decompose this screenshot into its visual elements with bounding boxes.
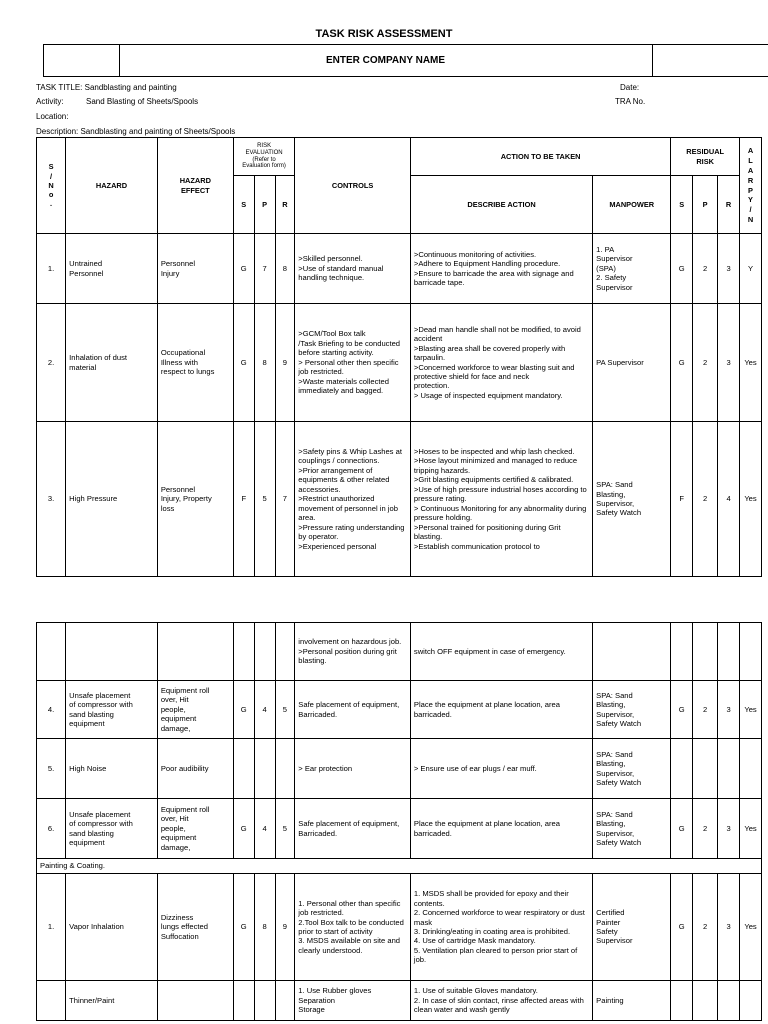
cell-hazard: High Noise xyxy=(66,739,158,799)
cell-sno: 1. xyxy=(37,234,66,304)
cell-rp: 2 xyxy=(693,799,718,859)
header-residual-risk: RESIDUAL RISK xyxy=(671,138,740,176)
cell-p: 4 xyxy=(254,681,275,739)
table-row xyxy=(37,304,762,422)
cell-sno xyxy=(37,981,66,1021)
cell-action: >Dead man handle shall not be modified, to avoid accident >Blasting area shall be covered properly with tarpaulin. >Concerned workforce to wear blasting suit and protective shield for face and neck protection. > Usage of inspected equipment mandatory. xyxy=(410,304,592,422)
cell-alarp: Yes xyxy=(740,681,762,739)
cell-controls: Safe placement of equipment, Barricaded. xyxy=(295,799,411,859)
cell-p xyxy=(254,739,275,799)
cell-alarp: Yes xyxy=(740,304,762,422)
cell-controls: >Skilled personnel. >Use of standard manual handling technique. xyxy=(295,234,411,304)
cell-p: 5 xyxy=(254,422,275,577)
header-action: ACTION TO BE TAKEN xyxy=(410,138,670,176)
cell-effect: Dizziness lungs effected Suffocation xyxy=(157,874,233,981)
cell-manpower: PA Supervisor xyxy=(593,304,671,422)
cell-p xyxy=(254,623,275,681)
header-sno: S / N o . xyxy=(37,138,66,234)
cell-p: 4 xyxy=(254,799,275,859)
cell-sno: 1. xyxy=(37,874,66,981)
cell-r: 9 xyxy=(275,874,295,981)
cell-p: 7 xyxy=(254,234,275,304)
cell-r xyxy=(275,623,295,681)
cell-action: 1. Use of suitable Gloves mandatory. 2. In case of skin contact, rinse affected areas with clean water and wash gently xyxy=(410,981,592,1021)
date-label: Date: xyxy=(620,83,640,92)
table-row xyxy=(37,623,762,681)
cell-effect: Personnel Injury xyxy=(157,234,233,304)
cell-rs: G xyxy=(671,799,693,859)
rows-page2-painting xyxy=(37,874,762,1021)
cell-s xyxy=(233,981,254,1021)
cell-manpower: SPA: Sand Blasting, Supervisor, Safety Watch xyxy=(593,681,671,739)
cell-sno: 3. xyxy=(37,422,66,577)
rows-page2 xyxy=(37,623,762,859)
description: Description: Sandblasting and painting of Sheets/Spools xyxy=(36,127,236,136)
cell-sno xyxy=(37,623,66,681)
cell-rp: 2 xyxy=(693,874,718,981)
cell-action: 1. MSDS shall be provided for epoxy and their contents. 2. Concerned workforce to wear respiratory or dust mask 3. Drinking/eating in coating area is prohibited. 4. Use of cartridge Mask mandatory. 5. Ventilation plan cleared to person prior start of job. xyxy=(410,874,592,981)
cell-action: >Continuous monitoring of activities. >Adhere to Equipment Handling procedure. >Ensure to barricade the area with signage and barricade tape. xyxy=(410,234,592,304)
cell-rr: 3 xyxy=(718,799,740,859)
cell-s: G xyxy=(233,234,254,304)
activity-label: Activity: xyxy=(36,97,64,106)
cell-rr xyxy=(718,623,740,681)
cell-rp xyxy=(693,981,718,1021)
rows-page1 xyxy=(37,234,762,577)
cell-rr: 3 xyxy=(718,874,740,981)
cell-rs xyxy=(671,981,693,1021)
cell-sno: 6. xyxy=(37,799,66,859)
cell-hazard: Unsafe placement of compressor with sand blasting equipment xyxy=(66,681,158,739)
cell-controls: >Safety pins & Whip Lashes at couplings / connections. >Prior arrangement of equipments & other related accessories. >Restrict unauthorized movement of personnel in job area. >Pressure rating understanding by operator. >Experienced personal xyxy=(295,422,411,577)
cell-s: G xyxy=(233,304,254,422)
cell-r xyxy=(275,739,295,799)
header-manpower: MANPOWER xyxy=(593,176,671,234)
cell-manpower xyxy=(593,623,671,681)
task-title: TASK TITLE: Sandblasting and painting xyxy=(36,83,177,92)
cell-p: 8 xyxy=(254,874,275,981)
table-row xyxy=(37,981,762,1021)
cell-rr: 3 xyxy=(718,304,740,422)
cell-rr: 3 xyxy=(718,234,740,304)
company-name-box xyxy=(43,44,768,77)
header-s: S xyxy=(233,176,254,234)
cell-s: G xyxy=(233,874,254,981)
cell-rs xyxy=(671,623,693,681)
cell-rr xyxy=(718,981,740,1021)
cell-hazard: High Pressure xyxy=(66,422,158,577)
cell-hazard: Inhalation of dust material xyxy=(66,304,158,422)
tra-no-label: TRA No. xyxy=(615,97,646,106)
cell-hazard xyxy=(66,623,158,681)
cell-rr xyxy=(718,739,740,799)
cell-p xyxy=(254,981,275,1021)
cell-p: 8 xyxy=(254,304,275,422)
cell-hazard: Thinner/Paint xyxy=(66,981,158,1021)
table-row xyxy=(37,422,762,577)
cell-effect: Poor audibility xyxy=(157,739,233,799)
cell-effect: Equipment roll over, Hit people, equipment damage, xyxy=(157,681,233,739)
cell-sno: 4. xyxy=(37,681,66,739)
cell-action: Place the equipment at plane location, area barricaded. xyxy=(410,681,592,739)
cell-rs: G xyxy=(671,304,693,422)
header-residual-p: P xyxy=(693,176,718,234)
cell-r: 5 xyxy=(275,799,295,859)
cell-sno: 2. xyxy=(37,304,66,422)
cell-action: > Ensure use of ear plugs / ear muff. xyxy=(410,739,592,799)
cell-alarp xyxy=(740,981,762,1021)
cell-rp: 2 xyxy=(693,234,718,304)
document-title: TASK RISK ASSESSMENT xyxy=(315,28,453,40)
cell-controls: >GCM/Tool Box talk /Task Briefing to be conducted before starting activity. > Personal other then specific job restricted. >Waste materials collected immediately and bagged. xyxy=(295,304,411,422)
cell-controls: Safe placement of equipment, Barricaded. xyxy=(295,681,411,739)
cell-r: 9 xyxy=(275,304,295,422)
cell-rp: 2 xyxy=(693,681,718,739)
table-row xyxy=(37,234,762,304)
cell-rs xyxy=(671,739,693,799)
cell-controls: > Ear protection xyxy=(295,739,411,799)
cell-r xyxy=(275,981,295,1021)
cell-hazard: Untrained Personnel xyxy=(66,234,158,304)
header-alarp: A L A R P Y / N xyxy=(740,138,762,234)
cell-manpower: SPA: Sand Blasting, Supervisor, Safety Watch xyxy=(593,739,671,799)
cell-sno: 5. xyxy=(37,739,66,799)
cell-manpower: SPA: Sand Blasting, Supervisor, Safety Watch xyxy=(593,422,671,577)
cell-s: G xyxy=(233,799,254,859)
company-name: ENTER COMPANY NAME xyxy=(325,55,446,66)
cell-rr: 3 xyxy=(718,681,740,739)
location-label: Location: xyxy=(36,112,69,121)
cell-s xyxy=(233,739,254,799)
cell-s: G xyxy=(233,681,254,739)
cell-rp: 2 xyxy=(693,422,718,577)
header-residual-s: S xyxy=(671,176,693,234)
cell-action: Place the equipment at plane location, area barricaded. xyxy=(410,799,592,859)
cell-controls: involvement on hazardous job. >Personal position during grit blasting. xyxy=(295,623,411,681)
risk-table-page1 xyxy=(36,137,762,577)
header-r: R xyxy=(275,176,295,234)
header-hazard-effect: HAZARD EFFECT xyxy=(157,138,233,234)
cell-rp: 2 xyxy=(693,304,718,422)
cell-alarp xyxy=(740,739,762,799)
cell-r: 7 xyxy=(275,422,295,577)
activity-value: Sand Blasting of Sheets/Spools xyxy=(86,97,199,106)
cell-effect: Equipment roll over, Hit people, equipment damage, xyxy=(157,799,233,859)
cell-rs: F xyxy=(671,422,693,577)
cell-r: 8 xyxy=(275,234,295,304)
table-row xyxy=(37,681,762,739)
cell-action: >Hoses to be inspected and whip lash checked. >Hose layout minimized and managed to reduce tripping hazards. >Grit blasting equipments certified & calibrated. >Use of high pressure industrial hoses according to pressure rating. > Continuous Monitoring for any abnormality during pressure holding. >Personal trained for positioning during Grit blasting. >Establish communication protocol to xyxy=(410,422,592,577)
cell-rp xyxy=(693,623,718,681)
table-row xyxy=(37,799,762,859)
cell-manpower: Painting xyxy=(593,981,671,1021)
cell-effect xyxy=(157,623,233,681)
cell-alarp: Y xyxy=(740,234,762,304)
cell-controls: 1. Use Rubber gloves Separation Storage xyxy=(295,981,411,1021)
cell-effect: Personnel Injury, Property loss xyxy=(157,422,233,577)
cell-manpower: Certified Painter Safety Supervisor xyxy=(593,874,671,981)
cell-r: 5 xyxy=(275,681,295,739)
cell-s: F xyxy=(233,422,254,577)
table-row xyxy=(37,739,762,799)
cell-hazard: Vapor Inhalation xyxy=(66,874,158,981)
cell-alarp: Yes xyxy=(740,422,762,577)
header-p: P xyxy=(254,176,275,234)
header-describe-action: DESCRIBE ACTION xyxy=(410,176,592,234)
header-risk-evaluation: RISK EVALUATION (Refer to Evaluation form) xyxy=(233,138,294,176)
risk-table-page2 xyxy=(36,622,762,1021)
cell-action: switch OFF equipment in case of emergency. xyxy=(410,623,592,681)
cell-alarp xyxy=(740,623,762,681)
cell-rs: G xyxy=(671,234,693,304)
cell-rs: G xyxy=(671,681,693,739)
section-painting-coating: Painting & Coating. xyxy=(37,859,762,874)
cell-manpower: SPA: Sand Blasting, Supervisor, Safety Watch xyxy=(593,799,671,859)
cell-alarp: Yes xyxy=(740,874,762,981)
header-hazard: HAZARD xyxy=(66,138,158,234)
header-residual-r: R xyxy=(718,176,740,234)
company-right-cell xyxy=(652,45,653,76)
cell-hazard: Unsafe placement of compressor with sand blasting equipment xyxy=(66,799,158,859)
cell-manpower: 1. PA Supervisor (SPA) 2. Safety Supervisor xyxy=(593,234,671,304)
cell-rs: G xyxy=(671,874,693,981)
cell-rr: 4 xyxy=(718,422,740,577)
cell-controls: 1. Personal other than specific job restricted. 2.Tool Box talk to be conducted prior to start of activity 3. MSDS available on site and clearly understood. xyxy=(295,874,411,981)
cell-effect xyxy=(157,981,233,1021)
logo-cell xyxy=(44,45,120,76)
table-row xyxy=(37,874,762,981)
header-controls: CONTROLS xyxy=(295,138,411,234)
cell-alarp: Yes xyxy=(740,799,762,859)
cell-rp xyxy=(693,739,718,799)
cell-s xyxy=(233,623,254,681)
cell-effect: Occupational Illness with respect to lungs xyxy=(157,304,233,422)
